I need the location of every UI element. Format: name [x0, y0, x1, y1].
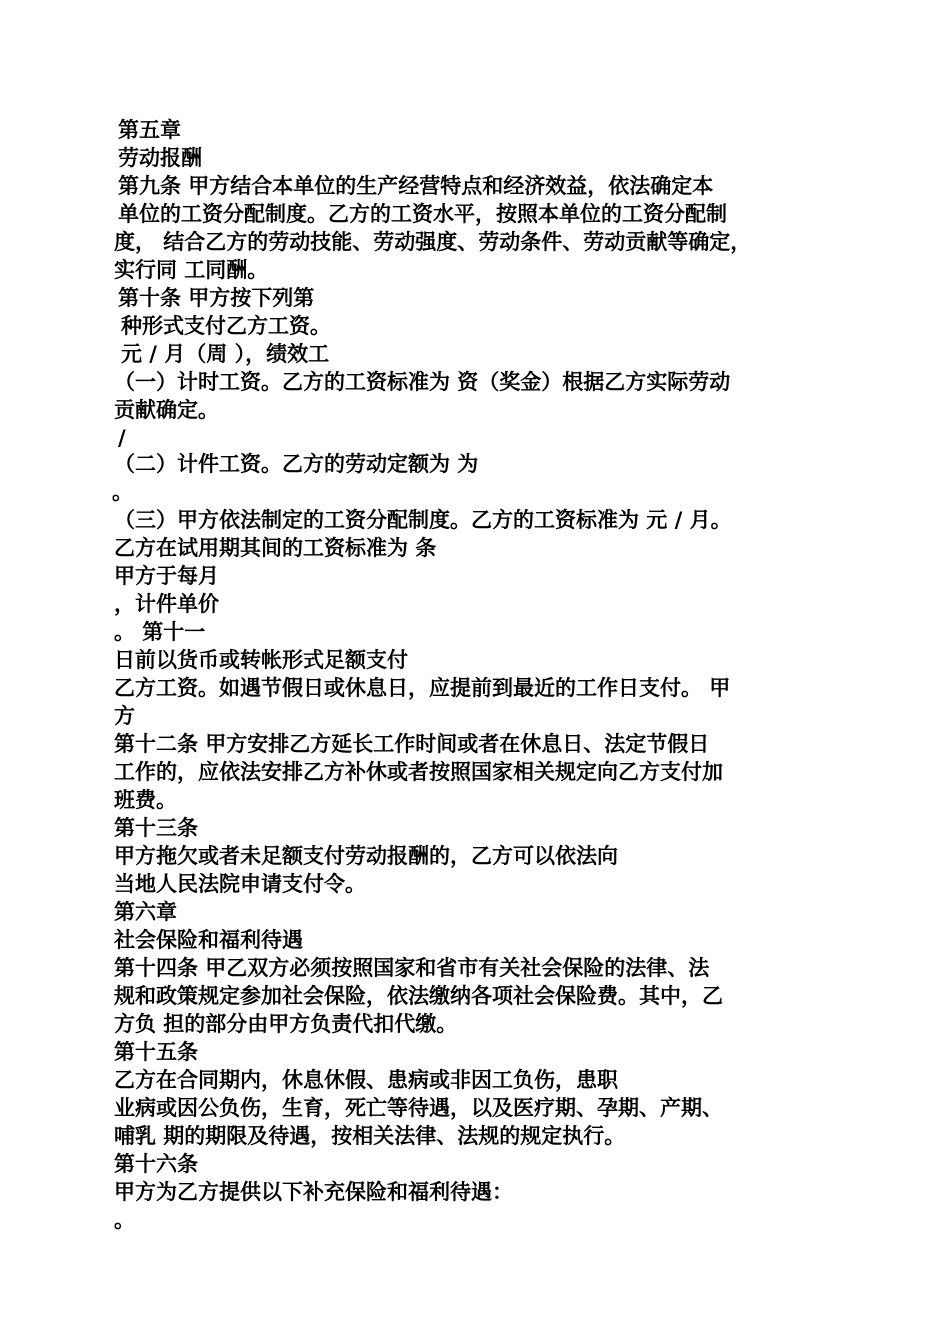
text-line: /	[118, 426, 126, 450]
section-title-social-insurance: 社会保险和福利待遇	[114, 928, 303, 952]
text-line: 单位的工资分配制度。乙方的工资水平，按照本单位的工资分配制	[118, 202, 727, 226]
text-line: 度， 结合乙方的劳动技能、劳动强度、劳动条件、劳动贡献等确定，	[114, 230, 752, 254]
chapter-five-heading: 第五章	[118, 118, 181, 142]
text-line: 种形式支付乙方工资。	[121, 314, 331, 338]
text-line: ，计件单价	[114, 592, 219, 616]
text-line: 。	[112, 480, 133, 504]
text-line: 第十条 甲方按下列第	[118, 286, 315, 310]
text-line: 元 / 月（周 ），绩效工	[121, 342, 330, 366]
text-line: 哺乳 期的期限及待遇，按相关法律、法规的规定执行。	[114, 1124, 626, 1148]
article-heading: 第十五条	[114, 1040, 198, 1064]
chapter-six-heading: 第六章	[114, 900, 177, 924]
text-line: （二）计件工资。乙方的劳动定额为 为	[114, 452, 479, 476]
text-line: 乙方在试用期其间的工资标准为 条	[114, 536, 437, 560]
section-title-labor-pay: 劳动报酬	[118, 146, 202, 170]
text-line: 。 第十一	[114, 620, 206, 644]
text-line: 第十二条 甲方安排乙方延长工作时间或者在休息日、法定节假日	[114, 732, 710, 756]
text-line: 第十四条 甲乙双方必须按照国家和省市有关社会保险的法律、法	[114, 956, 710, 980]
text-line: 第九条 甲方结合本单位的生产经营特点和经济效益，依法确定本	[118, 174, 714, 198]
text-line: 乙方在合同期内，休息休假、患病或非因工负伤，患职	[114, 1068, 618, 1092]
article-heading: 第十六条	[114, 1152, 198, 1176]
text-line: 班费。	[114, 788, 177, 812]
text-line: 甲方为乙方提供以下补充保险和福利待遇：	[114, 1180, 513, 1204]
text-line: 贡献确定。	[114, 398, 219, 422]
text-line: 。	[114, 1208, 135, 1232]
text-line: 日前以货币或转帐形式足额支付	[114, 648, 408, 672]
text-line: （三）甲方依法制定的工资分配制度。乙方的工资标准为 元 / 月。	[114, 508, 732, 532]
text-line: 甲方于每月	[114, 564, 219, 588]
article-heading: 第十三条	[114, 816, 198, 840]
text-line: 实行同 工同酬。	[114, 258, 269, 282]
text-line: 规和政策规定参加社会保险，依法缴纳各项社会保险费。其中，乙	[114, 984, 723, 1008]
text-line: 方	[114, 704, 135, 728]
text-line: 业病或因公负伤，生育，死亡等待遇，以及医疗期、孕期、产期、	[114, 1096, 723, 1120]
text-line: 方负 担的部分由甲方负责代扣代缴。	[114, 1012, 458, 1036]
text-line: 当地人民法院申请支付令。	[114, 872, 366, 896]
text-line: （一）计时工资。乙方的工资标准为 资（奖金）根据乙方实际劳动	[114, 370, 731, 394]
text-line: 甲方拖欠或者未足额支付劳动报酬的，乙方可以依法向	[114, 844, 618, 868]
text-line: 乙方工资。如遇节假日或休息日，应提前到最近的工作日支付。 甲	[114, 676, 731, 700]
text-line: 工作的，应依法安排乙方补休或者按照国家相关规定向乙方支付加	[114, 760, 723, 784]
